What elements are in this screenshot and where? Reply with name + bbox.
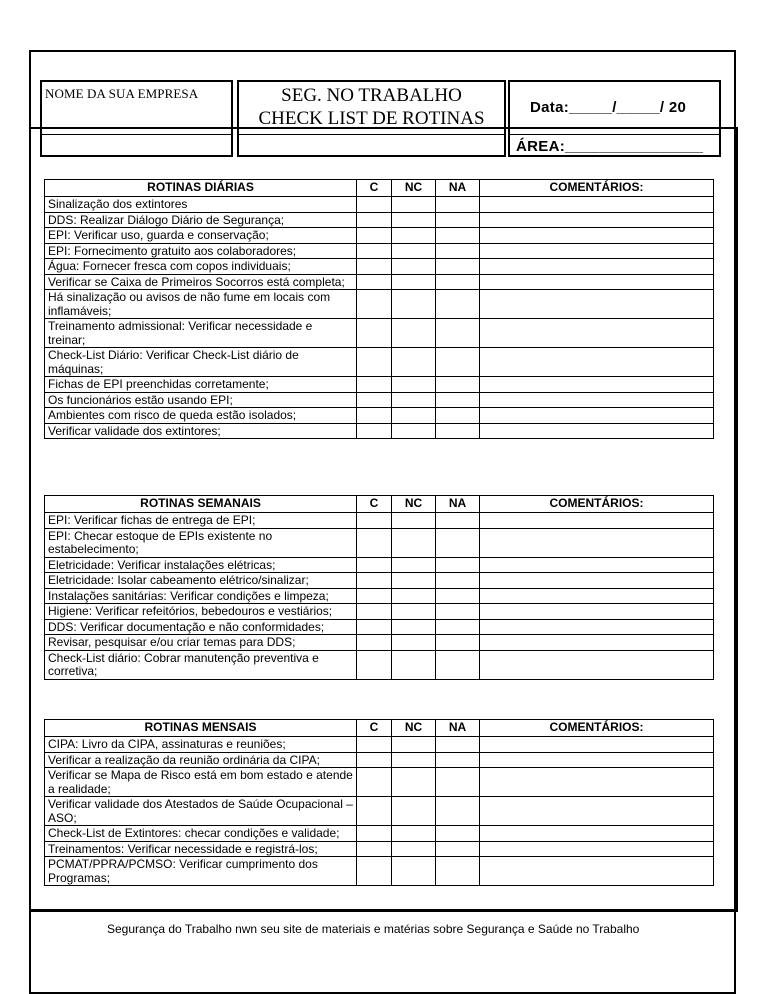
check-na-cell[interactable] — [436, 797, 480, 826]
section-title: ROTINAS SEMANAIS — [45, 496, 357, 513]
check-nc-cell[interactable] — [392, 841, 436, 857]
check-na-cell[interactable] — [436, 274, 480, 290]
check-nc-cell[interactable] — [392, 319, 436, 348]
title-divider — [239, 134, 504, 135]
table-row — [45, 857, 714, 886]
routine-item: Verificar se Mapa de Risco está em bom estado e atende a realidade; — [45, 768, 357, 797]
check-c-cell[interactable] — [357, 619, 392, 635]
check-c-cell[interactable] — [357, 857, 392, 886]
table-row — [45, 841, 714, 857]
check-nc-cell[interactable] — [392, 274, 436, 290]
comment-cell[interactable] — [480, 274, 714, 290]
comment-cell[interactable] — [480, 228, 714, 244]
routine-item: EPI: Checar estoque de EPIs existente no estabelecimento; — [45, 528, 357, 557]
check-na-cell[interactable] — [436, 768, 480, 797]
section-title: ROTINAS DIÁRIAS — [45, 180, 357, 197]
comment-cell[interactable] — [480, 619, 714, 635]
check-nc-cell[interactable] — [392, 635, 436, 651]
check-na-cell[interactable] — [436, 857, 480, 886]
column-c-header: C — [357, 720, 392, 737]
check-na-cell[interactable] — [436, 737, 480, 753]
routine-item: Verificar a realização da reunião ordinária da CIPA; — [45, 752, 357, 768]
check-nc-cell[interactable] — [392, 604, 436, 620]
comment-cell[interactable] — [480, 408, 714, 424]
column-nc-header: NC — [392, 180, 436, 197]
column-na-header: NA — [436, 180, 480, 197]
routine-item: Instalações sanitárias: Verificar condições e limpeza; — [45, 588, 357, 604]
check-c-cell[interactable] — [357, 604, 392, 620]
date-divider — [510, 134, 719, 135]
comment-cell[interactable] — [480, 752, 714, 768]
title-box — [237, 80, 506, 157]
check-c-cell[interactable] — [357, 557, 392, 573]
routine-item: DDS: Realizar Diálogo Diário de Segurança; — [45, 212, 357, 228]
table-row — [45, 588, 714, 604]
column-nc-header: NC — [392, 496, 436, 513]
check-na-cell[interactable] — [436, 423, 480, 439]
check-c-cell[interactable] — [357, 635, 392, 651]
check-na-cell[interactable] — [436, 290, 480, 319]
check-c-cell[interactable] — [357, 259, 392, 275]
routine-item: Ambientes com risco de queda estão isolados; — [45, 408, 357, 424]
check-na-cell[interactable] — [436, 319, 480, 348]
check-c-cell[interactable] — [357, 243, 392, 259]
routine-item: Treinamentos: Verificar necessidade e registrá-los; — [45, 841, 357, 857]
table-header-row — [45, 720, 714, 737]
check-c-cell[interactable] — [357, 737, 392, 753]
table-row — [45, 768, 714, 797]
column-comments-header: COMENTÁRIOS: — [480, 496, 714, 513]
check-na-cell[interactable] — [436, 228, 480, 244]
routine-item: Verificar validade dos Atestados de Saúde Ocupacional – ASO; — [45, 797, 357, 826]
routine-item: Sinalização dos extintores — [45, 197, 357, 213]
check-na-cell[interactable] — [436, 841, 480, 857]
column-na-header: NA — [436, 720, 480, 737]
table-row — [45, 212, 714, 228]
check-nc-cell[interactable] — [392, 557, 436, 573]
routine-item: Verificar se Caixa de Primeiros Socorros está completa; — [45, 274, 357, 290]
check-na-cell[interactable] — [436, 528, 480, 557]
check-nc-cell[interactable] — [392, 513, 436, 529]
check-na-cell[interactable] — [436, 650, 480, 679]
table-row — [45, 513, 714, 529]
check-c-cell[interactable] — [357, 826, 392, 842]
check-nc-cell[interactable] — [392, 259, 436, 275]
table-row — [45, 228, 714, 244]
comment-cell[interactable] — [480, 392, 714, 408]
table-row — [45, 619, 714, 635]
table-row — [45, 348, 714, 377]
comment-cell[interactable] — [480, 826, 714, 842]
comment-cell[interactable] — [480, 513, 714, 529]
routine-item: EPI: Verificar fichas de entrega de EPI; — [45, 513, 357, 529]
comment-cell[interactable] — [480, 604, 714, 620]
check-c-cell[interactable] — [357, 212, 392, 228]
comment-cell[interactable] — [480, 423, 714, 439]
check-nc-cell[interactable] — [392, 423, 436, 439]
check-na-cell[interactable] — [436, 588, 480, 604]
table-row — [45, 392, 714, 408]
check-na-cell[interactable] — [436, 259, 480, 275]
check-c-cell[interactable] — [357, 290, 392, 319]
check-c-cell[interactable] — [357, 319, 392, 348]
check-nc-cell[interactable] — [392, 392, 436, 408]
footer-note: Segurança do Trabalho nwn seu site de materiais e matérias sobre Segurança e Saúde no Trabalho — [107, 922, 640, 936]
column-comments-header: COMENTÁRIOS: — [480, 720, 714, 737]
check-c-cell[interactable] — [357, 228, 392, 244]
table-row — [45, 752, 714, 768]
table-row — [45, 737, 714, 753]
check-nc-cell[interactable] — [392, 290, 436, 319]
check-nc-cell[interactable] — [392, 377, 436, 393]
table-row — [45, 408, 714, 424]
check-nc-cell[interactable] — [392, 752, 436, 768]
check-nc-cell[interactable] — [392, 588, 436, 604]
column-na-header: NA — [436, 496, 480, 513]
comment-cell[interactable] — [480, 348, 714, 377]
check-c-cell[interactable] — [357, 377, 392, 393]
check-na-cell[interactable] — [436, 635, 480, 651]
company-box — [40, 80, 233, 157]
table-row — [45, 573, 714, 589]
table-row — [45, 604, 714, 620]
check-nc-cell[interactable] — [392, 528, 436, 557]
check-na-cell[interactable] — [436, 619, 480, 635]
routine-item: Água: Fornecer fresca com copos individuais; — [45, 259, 357, 275]
routine-item: Check-List Diário: Verificar Check-List diário de máquinas; — [45, 348, 357, 377]
routine-item: Eletricidade: Verificar instalações elétricas; — [45, 557, 357, 573]
check-na-cell[interactable] — [436, 604, 480, 620]
check-na-cell[interactable] — [436, 557, 480, 573]
check-na-cell[interactable] — [436, 513, 480, 529]
check-c-cell[interactable] — [357, 423, 392, 439]
routine-item: CIPA: Livro da CIPA, assinaturas e reuniões; — [45, 737, 357, 753]
routine-item: Os funcionários estão usando EPI; — [45, 392, 357, 408]
check-na-cell[interactable] — [436, 752, 480, 768]
date-field[interactable]: Data:_____/_____/ 20 — [530, 99, 687, 116]
title-line2: CHECK LIST DE ROTINAS — [258, 108, 485, 129]
comment-cell[interactable] — [480, 797, 714, 826]
comment-cell[interactable] — [480, 737, 714, 753]
routine-item: Higiene: Verificar refeitórios, bebedouros e vestiários; — [45, 604, 357, 620]
check-nc-cell[interactable] — [392, 737, 436, 753]
table-row — [45, 197, 714, 213]
check-nc-cell[interactable] — [392, 857, 436, 886]
check-na-cell[interactable] — [436, 408, 480, 424]
routine-item: PCMAT/PPRA/PCMSO: Verificar cumprimento dos Programas; — [45, 857, 357, 886]
check-c-cell[interactable] — [357, 841, 392, 857]
comment-cell[interactable] — [480, 650, 714, 679]
routine-item: Fichas de EPI preenchidas corretamente; — [45, 377, 357, 393]
check-c-cell[interactable] — [357, 650, 392, 679]
table-row — [45, 635, 714, 651]
table-row — [45, 557, 714, 573]
comment-cell[interactable] — [480, 259, 714, 275]
check-na-cell[interactable] — [436, 243, 480, 259]
check-c-cell[interactable] — [357, 797, 392, 826]
column-c-header: C — [357, 496, 392, 513]
routine-item: Revisar, pesquisar e/ou criar temas para DDS; — [45, 635, 357, 651]
comment-cell[interactable] — [480, 841, 714, 857]
comment-cell[interactable] — [480, 857, 714, 886]
check-nc-cell[interactable] — [392, 408, 436, 424]
comment-cell[interactable] — [480, 290, 714, 319]
check-nc-cell[interactable] — [392, 619, 436, 635]
check-c-cell[interactable] — [357, 392, 392, 408]
check-nc-cell[interactable] — [392, 197, 436, 213]
area-field[interactable]: ÁREA:________________ — [516, 138, 704, 155]
table-row — [45, 259, 714, 275]
routine-item: Verificar validade dos extintores; — [45, 423, 357, 439]
check-c-cell[interactable] — [357, 348, 392, 377]
comment-cell[interactable] — [480, 197, 714, 213]
column-c-header: C — [357, 180, 392, 197]
check-c-cell[interactable] — [357, 573, 392, 589]
table-row — [45, 797, 714, 826]
comment-cell[interactable] — [480, 635, 714, 651]
daily-routines-table — [44, 179, 714, 439]
routine-item: Check-List diário: Cobrar manutenção preventiva e corretiva; — [45, 650, 357, 679]
check-nc-cell[interactable] — [392, 243, 436, 259]
routine-item: EPI: Fornecimento gratuito aos colaboradores; — [45, 243, 357, 259]
comment-cell[interactable] — [480, 212, 714, 228]
table-row — [45, 377, 714, 393]
check-c-cell[interactable] — [357, 768, 392, 797]
check-nc-cell[interactable] — [392, 797, 436, 826]
comment-cell[interactable] — [480, 377, 714, 393]
check-na-cell[interactable] — [436, 377, 480, 393]
table-row — [45, 650, 714, 679]
check-na-cell[interactable] — [436, 348, 480, 377]
check-nc-cell[interactable] — [392, 212, 436, 228]
check-nc-cell[interactable] — [392, 573, 436, 589]
comment-cell[interactable] — [480, 243, 714, 259]
company-divider — [42, 134, 231, 135]
routine-item: DDS: Verificar documentação e não conformidades; — [45, 619, 357, 635]
table-row — [45, 528, 714, 557]
check-c-cell[interactable] — [357, 197, 392, 213]
routine-item: Check-List de Extintores: checar condições e validade; — [45, 826, 357, 842]
table-header-row — [45, 180, 714, 197]
check-nc-cell[interactable] — [392, 228, 436, 244]
table-row — [45, 243, 714, 259]
check-na-cell[interactable] — [436, 197, 480, 213]
check-c-cell[interactable] — [357, 274, 392, 290]
check-c-cell[interactable] — [357, 528, 392, 557]
column-nc-header: NC — [392, 720, 436, 737]
check-c-cell[interactable] — [357, 513, 392, 529]
comment-cell[interactable] — [480, 319, 714, 348]
comment-cell[interactable] — [480, 588, 714, 604]
check-na-cell[interactable] — [436, 573, 480, 589]
comment-cell[interactable] — [480, 557, 714, 573]
table-row — [45, 319, 714, 348]
table-row — [45, 826, 714, 842]
routine-item: Eletricidade: Isolar cabeamento elétrico/sinalizar; — [45, 573, 357, 589]
routine-item: Treinamento admissional: Verificar necessidade e treinar; — [45, 319, 357, 348]
check-nc-cell[interactable] — [392, 348, 436, 377]
weekly-routines-table — [44, 495, 714, 680]
comment-cell[interactable] — [480, 573, 714, 589]
table-row — [45, 274, 714, 290]
monthly-routines-table — [44, 719, 714, 886]
comment-cell[interactable] — [480, 528, 714, 557]
check-c-cell[interactable] — [357, 752, 392, 768]
date-area-box — [508, 80, 721, 157]
comment-cell[interactable] — [480, 768, 714, 797]
table-row — [45, 290, 714, 319]
routine-item: EPI: Verificar uso, guarda e conservação; — [45, 228, 357, 244]
check-c-cell[interactable] — [357, 408, 392, 424]
title-line1: SEG. NO TRABALHO — [281, 85, 462, 106]
column-comments-header: COMENTÁRIOS: — [480, 180, 714, 197]
check-nc-cell[interactable] — [392, 826, 436, 842]
section-title: ROTINAS MENSAIS — [45, 720, 357, 737]
company-label: NOME DA SUA EMPRESA — [45, 86, 199, 101]
check-nc-cell[interactable] — [392, 650, 436, 679]
table-header-row — [45, 496, 714, 513]
check-na-cell[interactable] — [436, 212, 480, 228]
check-na-cell[interactable] — [436, 826, 480, 842]
check-na-cell[interactable] — [436, 392, 480, 408]
check-c-cell[interactable] — [357, 588, 392, 604]
check-nc-cell[interactable] — [392, 768, 436, 797]
table-row — [45, 423, 714, 439]
routine-item: Há sinalização ou avisos de não fume em locais com inflamáveis; — [45, 290, 357, 319]
